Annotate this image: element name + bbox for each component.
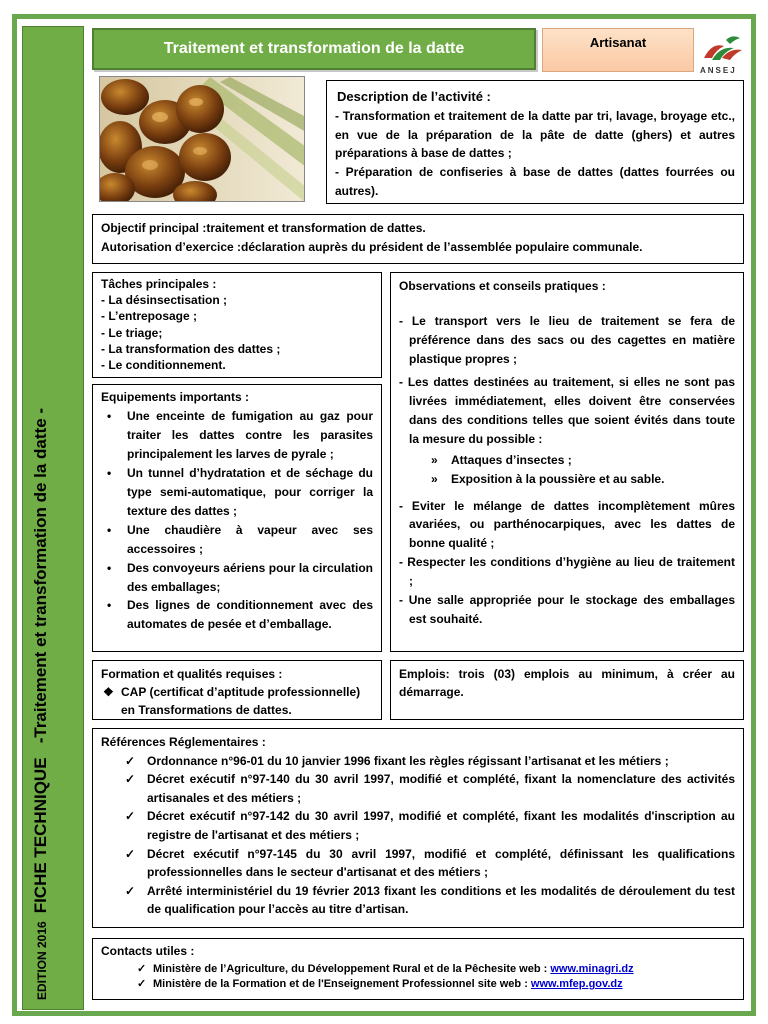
- taches-list: [101, 292, 373, 373]
- formation-heading: Formation et qualités requises :: [101, 667, 283, 681]
- emplois-box: [390, 660, 744, 720]
- contact-item: [101, 962, 735, 977]
- observation-sublist: [399, 451, 735, 489]
- list-item: ✓ Décret exécutif n°97-145 du 30 avril 1997, modifié et complété, définissant les qualifications professionnelles dans le secteur d'artisanat et des métiers ;: [101, 845, 735, 882]
- contacts-heading: Contacts utiles :: [101, 944, 195, 958]
- formation-box: [92, 660, 382, 720]
- list-item: » Exposition à la poussière et au sable.: [399, 470, 735, 489]
- observation-item-4: - Respecter les conditions d’hygiène au lieu de traitement ;: [399, 555, 735, 589]
- observations-box: [390, 272, 744, 652]
- list-item: - L’entreposage ;: [101, 309, 198, 324]
- diamond-bullet-icon: ❖: [103, 685, 114, 699]
- list-item: • Un tunnel d’hydratation et de séchage du type semi-automatique, pour corriger la texture des dattes ;: [101, 464, 373, 521]
- equipements-box: [92, 384, 382, 652]
- list-item: • Une enceinte de fumigation au gaz pour traiter les dattes contre les parasites principalement les larves de pyrale ;: [101, 407, 373, 464]
- objectif-label: Objectif principal :: [101, 221, 207, 235]
- references-heading: Références Réglementaires :: [101, 735, 266, 749]
- description-item-2: - Préparation de confiseries à base de dattes (dattes fourrées ou autres).: [335, 164, 735, 198]
- sidebar-title: FICHE TECHNIQUE -Traitement et transformation de la datte -: [31, 407, 50, 914]
- description-heading: Description de l’activité :: [337, 89, 491, 104]
- list-item: • Une chaudière à vapeur avec ses accessoires ;: [101, 521, 373, 559]
- list-item: - Le triage;: [101, 325, 163, 340]
- contact-item: [101, 977, 735, 992]
- edition-label: EDITION 2016: [35, 921, 49, 1000]
- taches-heading: Tâches principales :: [101, 277, 217, 291]
- observation-item-2: - Les dattes destinées au traitement, si elles ne sont pas livrées immédiatement, elles doivent être conservées dans des conditions telles que soient évités dans toute la mesure du possible :: [399, 374, 735, 446]
- dates-image: [100, 77, 305, 202]
- autorisation-line: [101, 238, 735, 257]
- list-item: ✓ Arrêté interministériel du 19 février 2013 fixant les conditions et les modalités de déroulement du test de qualification pour l’accès au titre d’artisan.: [101, 882, 735, 919]
- objectif-text: traitement et transformation de dattes.: [206, 221, 426, 235]
- list-item: ✓ Décret exécutif n°97-140 du 30 avril 1997, modifié et complété, fixant la nomenclature des activités artisanales et des métiers ;: [101, 770, 735, 807]
- autorisation-text: déclaration auprès du président de l’assemblée populaire communale.: [241, 239, 643, 254]
- list-item: - Le conditionnement.: [101, 357, 226, 372]
- observation-item-5: - Une salle appropriée pour le stockage des emballages est souhaité.: [399, 593, 735, 627]
- description-box: [326, 80, 744, 204]
- list-item: ✓ Décret exécutif n°97-142 du 30 avril 1997, modifié et complété, fixant les modalités d'inscription au registre de l'artisanat et des métiers ;: [101, 807, 735, 844]
- emplois-label: Emplois:: [399, 667, 450, 681]
- contact-text: Ministère de l’Agriculture, du Développement Rural et de la Pêchesite web :: [153, 962, 551, 975]
- minagri-link[interactable]: www.minagri.dz: [550, 962, 634, 975]
- equipements-heading: Equipements importants :: [101, 390, 250, 404]
- observations-heading: Observations et conseils pratiques :: [399, 279, 606, 293]
- objectif-box: [92, 214, 744, 264]
- list-item: » Attaques d’insectes ;: [399, 451, 735, 470]
- category-badge: Artisanat: [542, 28, 694, 72]
- contact-text: Ministère de la Formation et de l'Enseignement Professionnel site web :: [153, 978, 531, 991]
- observation-item-3: - Eviter le mélange de dattes incomplètement mûres avariées, ou parthénocarpiques, avec les dattes de bonne qualité ;: [399, 498, 735, 551]
- list-item: - La transformation des dattes ;: [101, 341, 281, 356]
- observation-item-1: - Le transport vers le lieu de traitement se fera de préférence dans des sacs ou des cagettes en matière plastique propres ;: [399, 313, 735, 366]
- list-item: ✓ Ordonnance n°96-01 du 10 janvier 1996 fixant les règles régissant l’artisanat et les métiers ;: [101, 752, 735, 771]
- objectif-line: [101, 219, 735, 238]
- references-box: [92, 728, 744, 928]
- sidebar-label: [31, 408, 51, 1000]
- list-item: • Des lignes de conditionnement avec des automates de pesée et d’emballage.: [101, 596, 373, 634]
- logo-text: ANSEJ: [700, 66, 737, 75]
- page-title: Traitement et transformation de la datte: [92, 28, 536, 70]
- equipements-list: [101, 407, 373, 634]
- contacts-list: [101, 962, 735, 993]
- list-item: • Des convoyeurs aériens pour la circulation des emballages;: [101, 559, 373, 597]
- list-item: - La désinsectisation ;: [101, 293, 228, 308]
- dates-photo: [99, 76, 305, 202]
- contacts-box: [92, 938, 744, 1000]
- formation-item: [101, 683, 373, 719]
- references-list: [101, 752, 735, 919]
- description-item-1: - Transformation et traitement de la datte par tri, lavage, broyage etc., en vue de la préparation de la pâte de datte (ghers) et autres préparations à base de dattes ;: [335, 109, 735, 161]
- formation-item-text: CAP (certificat d’aptitude professionnelle) en Transformations de dattes.: [121, 685, 361, 717]
- mfep-link[interactable]: www.mfep.gov.dz: [530, 978, 623, 991]
- autorisation-label: Autorisation d’exercice :: [101, 239, 242, 254]
- emplois-text: trois (03) emplois au minimum, à créer au démarrage.: [399, 667, 735, 699]
- taches-box: [92, 272, 382, 378]
